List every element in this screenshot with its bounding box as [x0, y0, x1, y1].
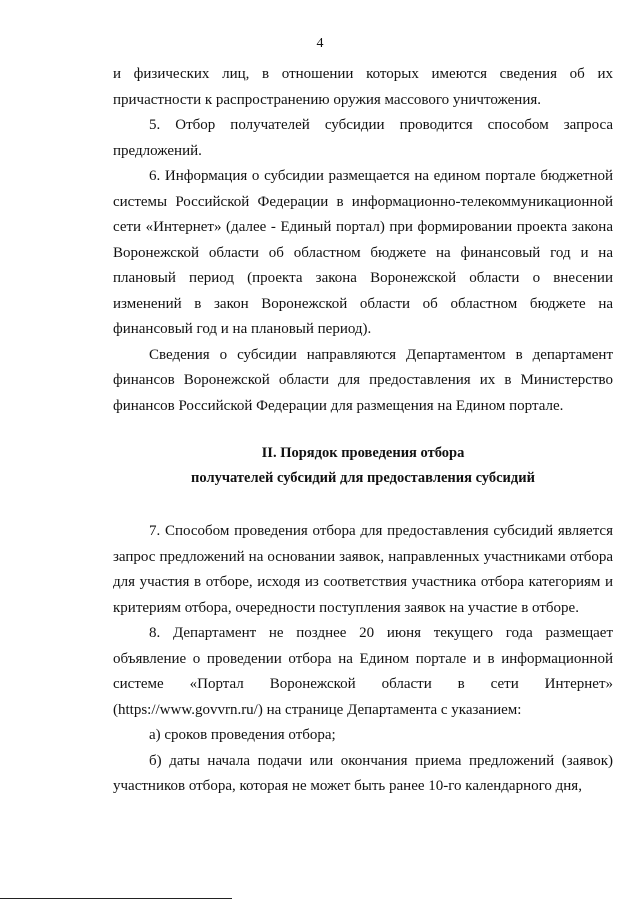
section-heading-line-2: получателей субсидий для предоставления субсидий: [191, 470, 535, 486]
footnote-divider: [0, 898, 232, 899]
spacer: [113, 419, 613, 441]
list-item-a: а) сроков проведения отбора;: [149, 727, 336, 743]
paragraph-item-8: 8. Департамент не позднее 20 июня текущего года размещает объявление о проведении отбора на Едином портале и в информационной системе «Портал Воронежской области в сети Интернет» (https://www.govvrn.ru/) на странице Департамента с указанием:: [113, 625, 613, 718]
list-item-b: б) даты начала подачи или окончания приема предложений (заявок) участников отбора, которая не может быть ранее 10-го календарного дня,: [113, 752, 613, 794]
paragraph-item-6: 6. Информация о субсидии размещается на едином портале бюджетной системы Российской Федерации в информационно-телекоммуникационной сети «Интернет» (далее - Единый портал) при формировании проекта закона Воронежской области об областном бюджете на финансовый год и на плановый период (проекта закона Воронежской области о внесении изменений в закон Воронежской области об областном бюджете на финансовый год и на плановый период).: [113, 168, 613, 337]
spacer: [113, 491, 613, 519]
paragraph-continuation: и физических лиц, в отношении которых имеются сведения об их причастности к распространению оружия массового уничтожения.: [113, 66, 613, 108]
document-body: [113, 62, 613, 800]
page-number: 4: [316, 36, 324, 51]
paragraph-subsidy-info: Сведения о субсидии направляются Департаментом в департамент финансов Воронежской области для предоставления их в Министерство финансов Российской Федерации для размещения на Едином портале.: [113, 346, 613, 414]
paragraph-item-7: 7. Способом проведения отбора для предоставления субсидий является запрос предложений на основании заявок, направленных участниками отбора для участия в отборе, исходя из соответствия участника отбора категориям и критериям отбора, очередности поступления заявок на участие в отборе.: [113, 523, 613, 616]
paragraph-item-5: 5. Отбор получателей субсидии проводится способом запроса предложений.: [113, 117, 613, 159]
section-heading-line-1: II. Порядок проведения отбора: [261, 445, 465, 461]
